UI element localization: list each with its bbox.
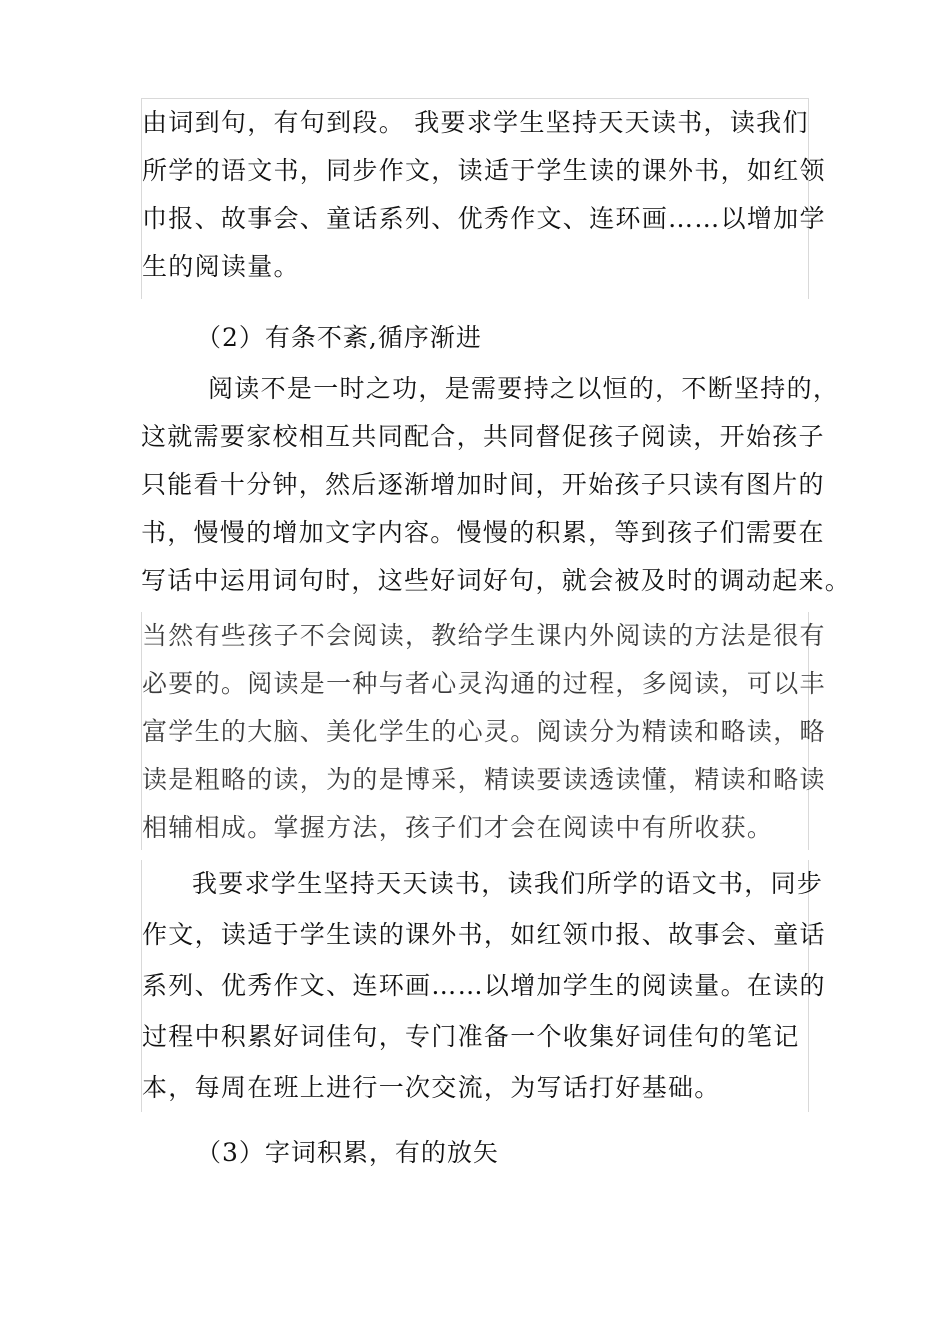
text-line: 只能看十分钟，然后逐渐增加时间，开始孩子只读有图片的 (141, 470, 825, 499)
text-line: 必要的。阅读是一种与者心灵沟通的过程，多阅读，可以丰 (142, 669, 826, 698)
text-line: 系列、优秀作文、连环画……以增加学生的阅读量。在读的 (142, 971, 826, 1000)
section-heading-3: （3）字词积累，有的放矢 (196, 1138, 499, 1167)
text-line: 所学的语文书，同步作文，读适于学生读的课外书，如红领 (142, 156, 826, 185)
text-line: 我要求学生坚持天天读书，读我们所学的语文书，同步 (192, 869, 824, 898)
paragraph-reading-methods (141, 612, 826, 850)
text-line: 读是粗略的读，为的是博采，精读要读透读懂，精读和略读 (142, 765, 826, 794)
text-line: 富学生的大脑、美化学生的心灵。阅读分为精读和略读，略 (142, 717, 826, 746)
paragraph-reading-plan (141, 98, 826, 299)
text-line: 巾报、故事会、童话系列、优秀作文、连环画……以增加学 (142, 204, 826, 233)
text-line: 阅读不是一时之功，是需要持之以恒的，不断坚持的， (208, 374, 840, 403)
text-line: 书，慢慢的增加文字内容。慢慢的积累，等到孩子们需要在 (141, 518, 825, 547)
text-line: 由词到句，有句到段。 我要求学生坚持天天读书，读我们 (142, 108, 809, 137)
text-line: 作文，读适于学生读的课外书，如红领巾报、故事会、童话 (142, 920, 826, 949)
text-line: 写话中运用词句时，这些好词好句，就会被及时的调动起来。 (141, 566, 852, 595)
text-line: 本，每周在班上进行一次交流，为写话打好基础。 (142, 1073, 721, 1102)
text-line: 生的阅读量。 (142, 252, 300, 281)
text-line: 当然有些孩子不会阅读，教给学生课内外阅读的方法是很有 (142, 621, 826, 650)
paragraph-daily-reading (141, 860, 826, 1112)
section-heading-2: （2）有条不紊,循序渐进 (196, 323, 482, 352)
text-line: 相辅相成。掌握方法，孩子们才会在阅读中有所收获。 (142, 813, 774, 842)
paragraph-gradual-reading (141, 365, 852, 605)
text-line: 过程中积累好词佳句，专门准备一个收集好词佳句的笔记 (142, 1022, 800, 1051)
text-line: 这就需要家校相互共同配合，共同督促孩子阅读，开始孩子 (141, 422, 825, 451)
